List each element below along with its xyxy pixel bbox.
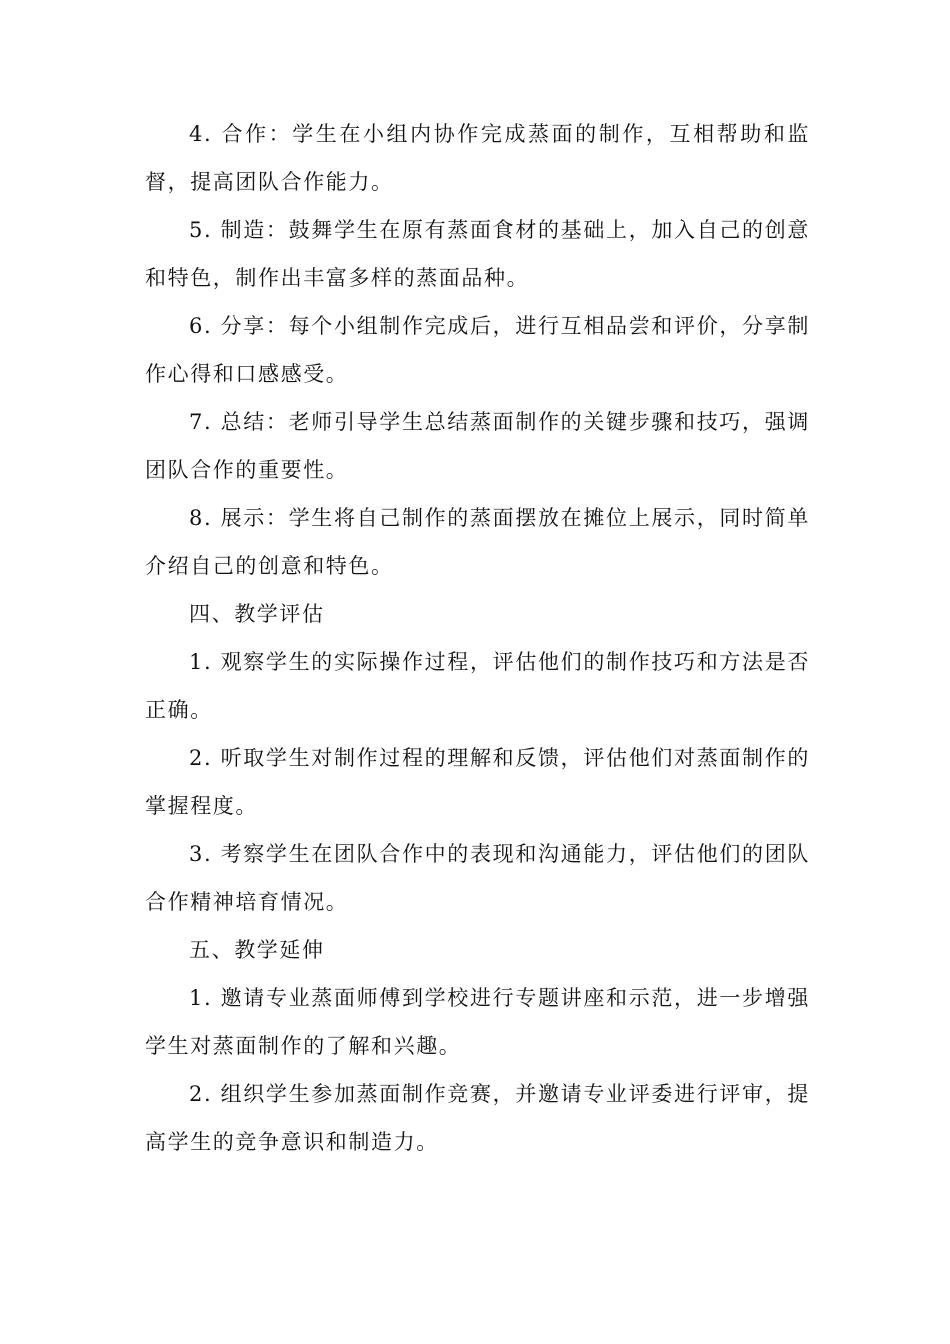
list-item-extension-2: 2. 组织学生参加蒸面制作竞赛，并邀请专业评委进行评审，提高学生的竞争意识和制造力。 — [145, 1082, 810, 1154]
document-body — [145, 110, 810, 1166]
section-heading-evaluation: 四、教学评估 — [189, 602, 325, 626]
list-item-cooperation: 4. 合作：学生在小组内协作完成蒸面的制作，互相帮助和监督，提高团队合作能力。 — [145, 122, 810, 194]
list-item-sharing: 6. 分享：每个小组制作完成后，进行互相品尝和评价，分享制作心得和口感感受。 — [145, 314, 810, 386]
list-item-evaluation-3: 3. 考察学生在团队合作中的表现和沟通能力，评估他们的团队合作精神培育情况。 — [145, 842, 810, 914]
list-item-creation: 5. 制造：鼓舞学生在原有蒸面食材的基础上，加入自己的创意和特色，制作出丰富多样的蒸面品种。 — [145, 218, 810, 290]
list-item-evaluation-1: 1. 观察学生的实际操作过程，评估他们的制作技巧和方法是否正确。 — [145, 650, 810, 722]
section-heading-extension: 五、教学延伸 — [189, 938, 325, 962]
list-item-evaluation-2: 2. 听取学生对制作过程的理解和反馈，评估他们对蒸面制作的掌握程度。 — [145, 746, 810, 818]
list-item-display: 8. 展示：学生将自己制作的蒸面摆放在摊位上展示，同时简单介绍自己的创意和特色。 — [145, 506, 810, 578]
list-item-summary: 7. 总结：老师引导学生总结蒸面制作的关键步骤和技巧，强调团队合作的重要性。 — [145, 410, 810, 482]
list-item-extension-1: 1. 邀请专业蒸面师傅到学校进行专题讲座和示范，进一步增强学生对蒸面制作的了解和兴趣。 — [145, 986, 810, 1058]
